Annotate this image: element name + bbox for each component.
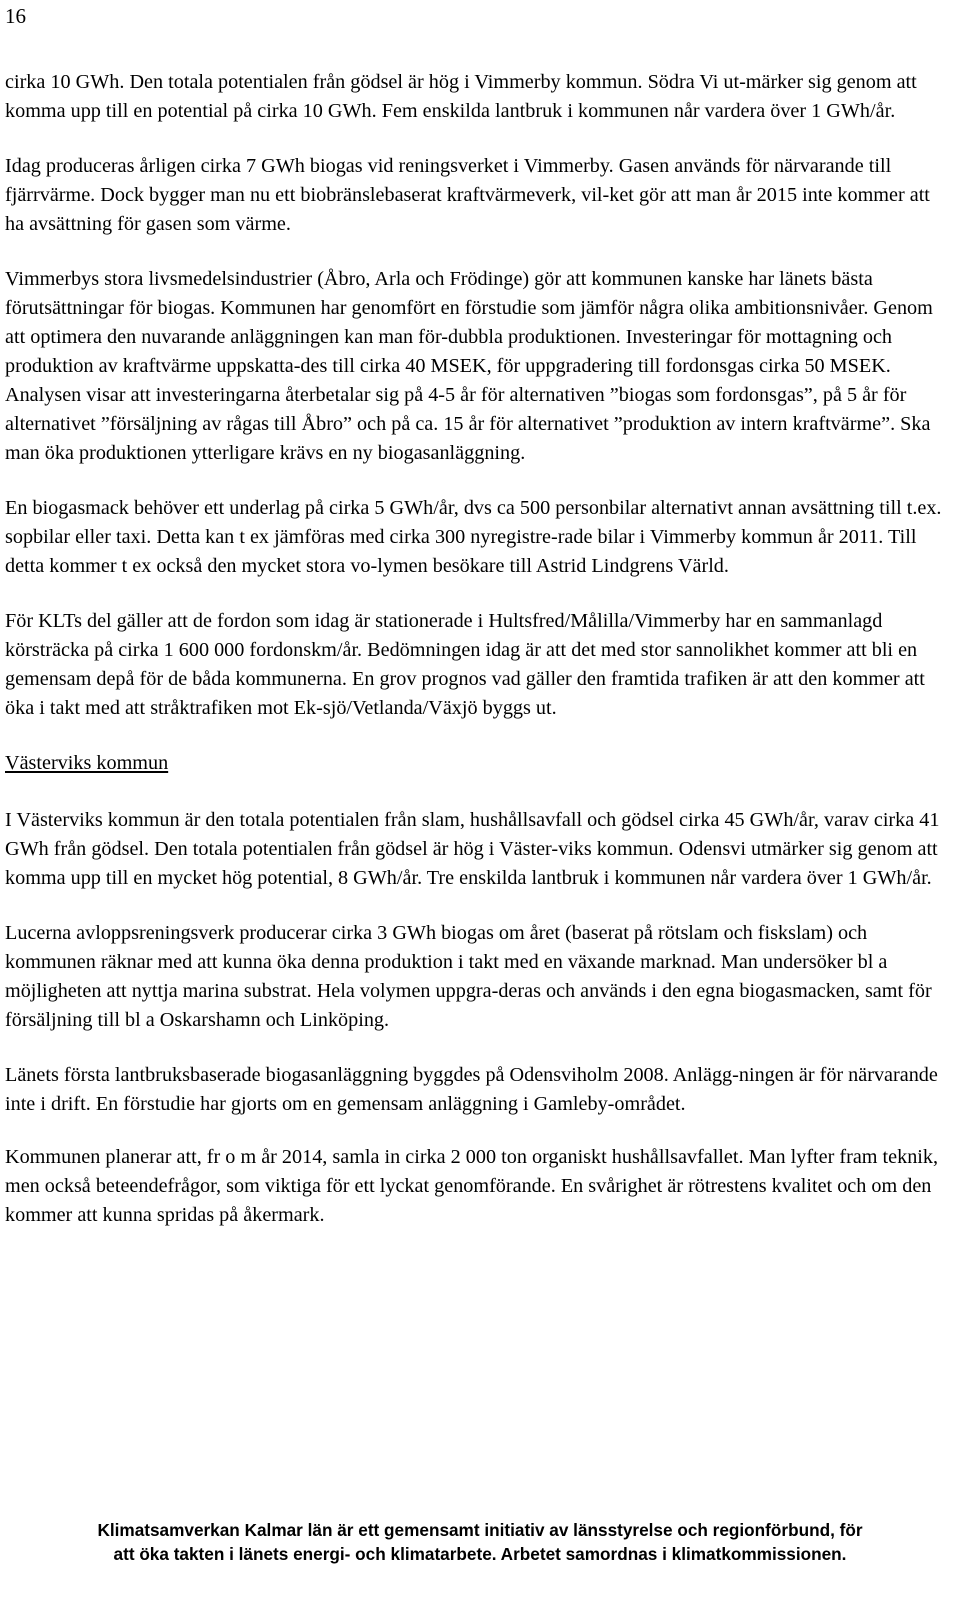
document-body [5,68,943,1256]
section-heading-vastervik: Västerviks kommun [5,752,169,774]
paragraph-klt-vehicles: För KLTs del gäller att de fordon som idag är stationerade i Hultsfred/Målilla/Vimmerby har en sammanlagd körsträcka på cirka 1 600 000 fordonskm/år. Bedömningen idag är att det med stor sannolikhet kommer att bli en gemensam depå för de båda kommunerna. En grov prognos vad gäller den framtida trafiken är att den kommer att öka i takt med att stråktrafiken mot Ek-sjö/Vetlanda/Växjö byggs ut. [5,610,925,719]
paragraph-vimmerby-food-industry: Vimmerbys stora livsmedelsindustrier (Åbro, Arla och Frödinge) gör att kommunen kanske har länets bästa förutsättningar för biogas. Kommunen har genomfört en förstudie som jämför några olika ambitionsnivåer. Genom att optimera den nuvarande anläggningen kan man för-dubbla produktionen. Investeringar för mottagning och produktion av kraftvärme uppskatta-des till cirka 40 MSEK, för uppgradering till fordonsgas cirka 50 MSEK. Analysen visar att investeringarna återbetalar sig på 4-5 år för alternativen ”biogas som fordonsgas”, på 5 år för alternativet ”försäljning av rågas till Åbro” och på ca. 15 år för alternativet ”produktion av intern kraftvärme”. Ska man öka produktionen ytterligare krävs en ny biogasanläggning. [5,268,933,464]
paragraph-odensviholm-plant: Länets första lantbruksbaserade biogasanläggning byggdes på Odensviholm 2008. Anlägg-ningen är för närvarande inte i drift. En förstudie har gjorts om en gemensam anläggning i Gamleby-området. [5,1064,938,1115]
paragraph-biogas-station: En biogasmack behöver ett underlag på cirka 5 GWh/år, dvs ca 500 personbilar alternativt annan avsättning till t.ex. sopbilar eller taxi. Detta kan t ex jämföras med cirka 300 nyregistre-rade bilar i Vimmerby kommun år 2011. Till detta kommer t ex också den mycket stora vo-lymen besökare till Astrid Lindgrens Värld. [5,497,942,577]
paragraph-vimmerby-potential: cirka 10 GWh. Den totala potentialen från gödsel är hög i Vimmerby kommun. Södra Vi ut-märker sig genom att komma upp till en potential på cirka 10 GWh. Fem enskilda lantbruk i kommunen når vardera över 1 GWh/år. [5,71,917,122]
paragraph-household-waste-plan: Kommunen planerar att, fr o m år 2014, samla in cirka 2 000 ton organiskt hushållsavfallet. Man lyfter fram teknik, men också beteendefrågor, som viktiga för ett lyckat genomförande. En svårighet är rötrestens kvalitet och om den kommer att kunna spridas på åkermark. [5,1146,939,1226]
footer-line-1: Klimatsamverkan Kalmar län är ett gemensamt initiativ av länsstyrelse och regionförbund, för [97,1520,863,1540]
footer-line-2: att öka takten i länets energi- och klimatarbete. Arbetet samordnas i klimatkommissionen. [113,1544,847,1564]
paragraph-lucerna-treatment-plant: Lucerna avloppsreningsverk producerar cirka 3 GWh biogas om året (baserat på rötslam och fiskslam) och kommunen räknar med att kunna öka denna produktion i takt med en växande marknad. Man undersöker bl a möjligheten att nyttja marina substrat. Hela volymen uppgra-deras och används i den egna biogasmacken, samt för försäljning till bl a Oskarshamn och Linköping. [5,922,932,1031]
page-footer [0,1518,960,1566]
page-number: 16 [5,4,26,28]
paragraph-vimmerby-biogas-production: Idag produceras årligen cirka 7 GWh biogas vid reningsverket i Vimmerby. Gasen används för närvarande till fjärrvärme. Dock bygger man nu ett biobränslebaserat kraftvärmeverk, vil-ket gör att man år 2015 inte kommer att ha avsättning för gasen som värme. [5,155,930,235]
paragraph-vastervik-potential: I Västerviks kommun är den totala potentialen från slam, hushållsavfall och gödsel cirka 45 GWh/år, varav cirka 41 GWh från gödsel. Den totala potentialen från gödsel är hög i Väster-viks kommun. Odensvi utmärker sig genom att komma upp till en mycket hög potential, 8 GWh/år. Tre enskilda lantbruk i kommunen når vardera över 1 GWh/år. [5,809,940,889]
